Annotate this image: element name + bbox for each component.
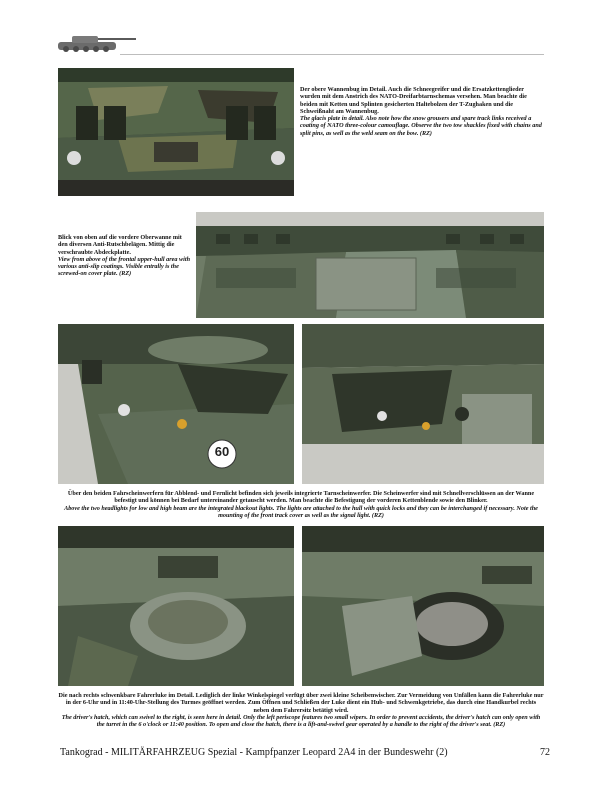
photo-driver-hatch-closed [58,526,294,686]
caption-driver-hatch [58,692,544,728]
photo-front-headlights-right [302,324,544,484]
caption-upper-hull [58,234,190,278]
photo-upper-hull [196,212,544,318]
caption-glacis-de: Der obere Wannenbug im Detail. Auch die Schneegreifer und die Ersatzkettenglieder wurden mit dem Anstrich des NATO-Dreifarbtarnschemas versehen. Man beachte die beiden mit Ketten und Splinten gesicherten Haltebolzen der T-Zughaken und die Schweißnaht am Wannenbug. [300,86,527,115]
page-number: 72 [540,747,550,758]
photo-glacis-plate [58,68,294,196]
vehicle-number-badge: 60 [214,444,230,459]
caption-headlights [58,490,544,519]
page-footer [60,746,550,761]
footer-title: Tankograd - MILITÄRFAHRZEUG Spezial - Kampfpanzer Leopard 2A4 in der Bundeswehr (2) [60,747,448,758]
caption-headlights-de: Über den beiden Fahrscheinwerfern für Abblend- und Fernlicht befinden sich jeweils integrierte Tarnscheinwerfer. Die Scheinwerfer sind mit Schnellverschlüssen an der Wanne befestigt und können bei Bedarf untereinander getauscht werden. Man beachte die Befestigung der vorderen Kettenblende sowie den Blinker. [67,490,535,505]
photo-driver-hatch-open [302,526,544,686]
caption-glacis-plate [300,86,544,137]
caption-hull-de: Blick von oben auf die vordere Oberwanne mit den diversen Anti-Rutschbelägen. Mittig die verschraubte Abdeckplatte. [58,234,182,256]
header-rule [120,54,544,55]
caption-hatch-de: Die nach rechts schwenkbare Fahrerluke im Detail. Lediglich der linke Winkelspiegel verfügt über zwei kleine Scheibenwischer. Zur Vermeidung von Unfällen kann die Fahrerluke nur in der 6-Uhr und in 11:40-Uhr-Stellung des Turmes geöffnet werden. Zum Öffnen und Schließen der Luke dient ein Hub- und Schwenkgetriebe, das durch eine Handkurbel rechts neben dem Fahrersitz betätigt wird. [58,692,544,714]
caption-hull-en: View from above of the frontal upper-hull area with various anti-slip coatings. Visible entrally is the screwed-on cover plate. (RZ) [58,255,191,278]
caption-headlights-en: Above the two headlights for low and high beam are the integrated blackout lights. The lights are attached to the hull with quick locks and they can be interchanged if necessary. Note the mounting of the front track cover as well as the signal light. (RZ) [64,504,538,519]
photo-front-headlights-left [58,324,294,484]
tank-logo-icon [54,28,138,54]
caption-hatch-en: The driver's hatch, which can swivel to the right, is seen here in detail. Only the left periscope features two small wipers. In order to prevent accidents, the driver's hatch can only open with the turret in the 6 o'clock or 11:40 position. To open and close the hatch, there is a lift-and-swivel gear operated by a handle to the right of the driver's seat. (RZ) [61,713,541,729]
caption-glacis-en: The glacis plate in detail. Also note how the snow grousers and spare track links received a coating of NATO three-colour camouflage. Observe the two tow shackles fixed with chains and split pins, as well as the weld seam on the bow. (RZ) [300,115,542,137]
